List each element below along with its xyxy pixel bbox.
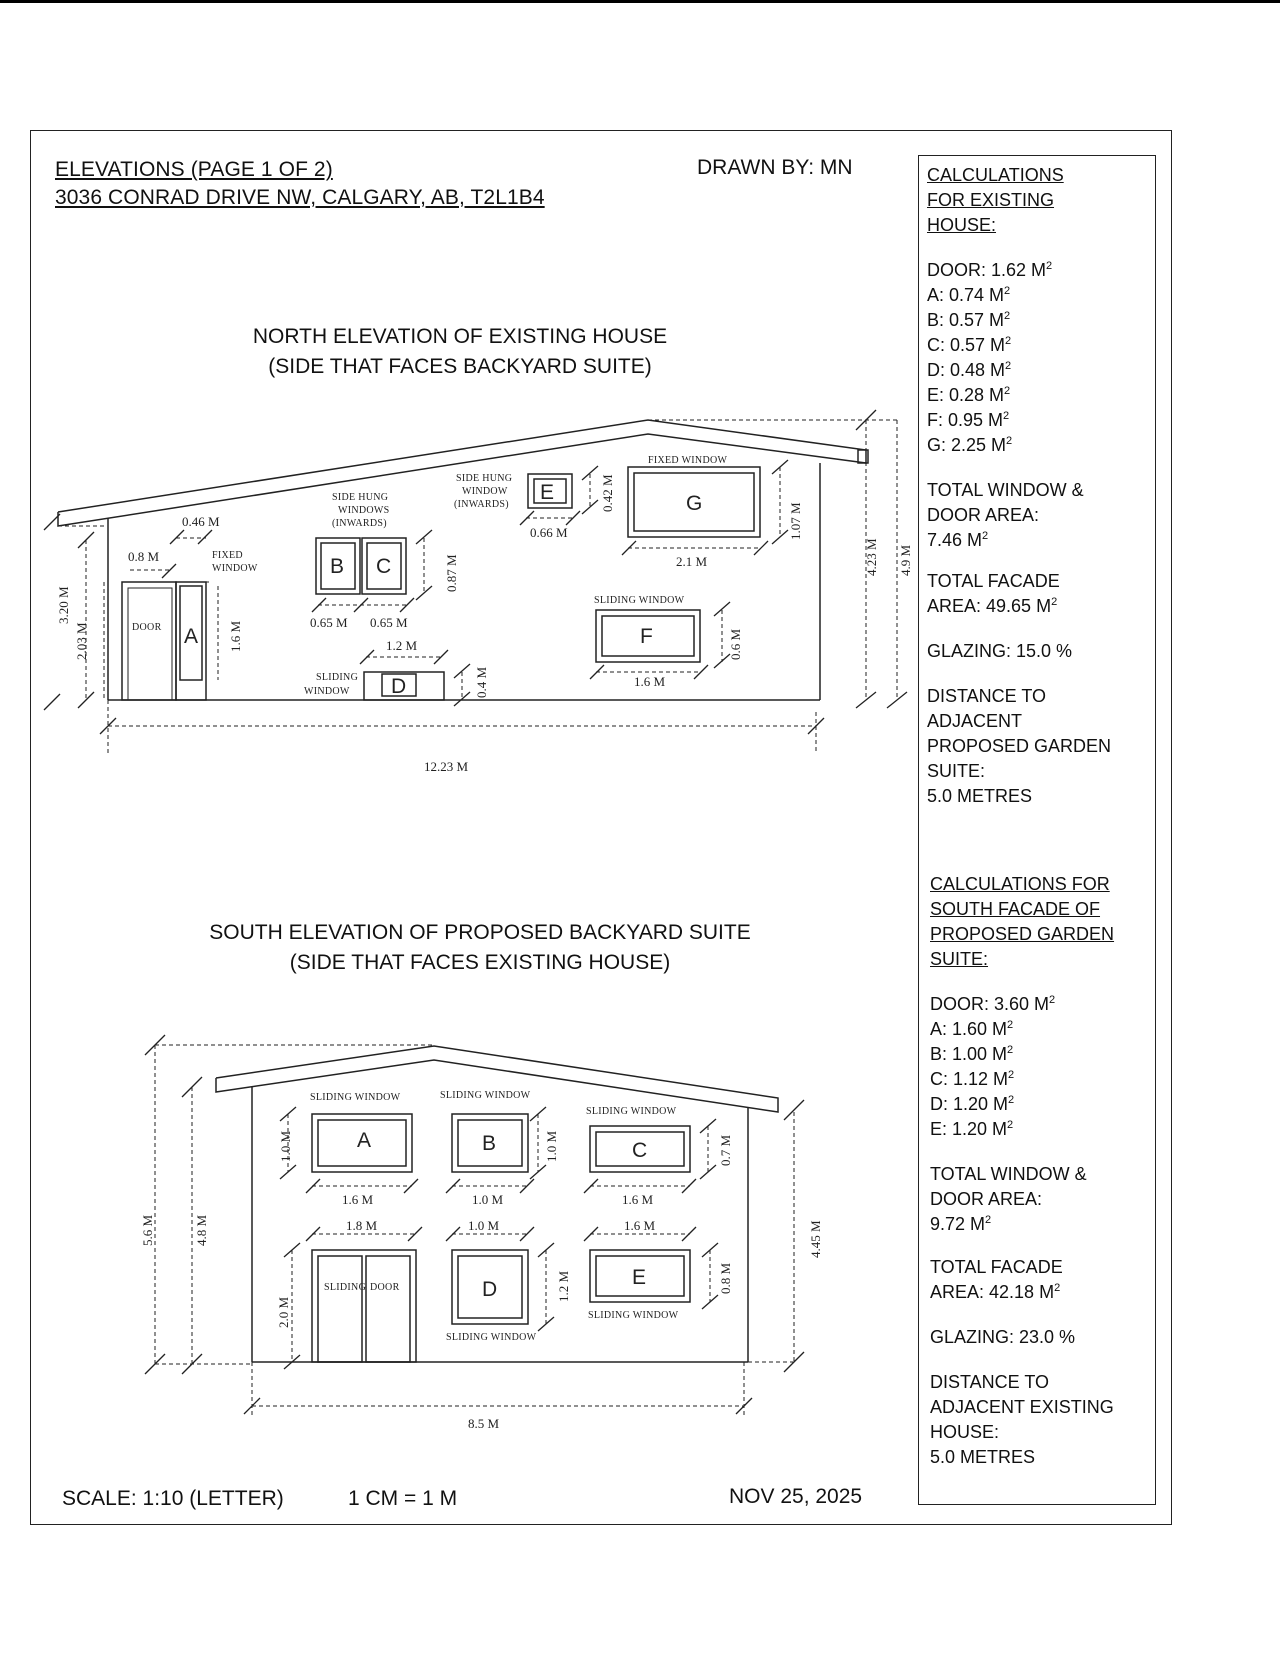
south-dim-16e: 1.6 M [624,1218,656,1233]
north-title-line1: NORTH ELEVATION OF EXISTING HOUSE [252,325,668,348]
south-sliding-door-label: SLIDING [324,1282,367,1293]
south-label-c: C [632,1139,648,1162]
south-title-line1: SOUTH ELEVATION OF PROPOSED BACKYARD SUITE [209,921,751,944]
calc-south-facade: TOTAL FACADE [930,1257,1063,1277]
north-label-f: F [640,625,653,648]
south-sliding-door-frame [312,1250,416,1362]
south-dim-56: 5.6 M [140,1214,155,1246]
south-sliding-door-left [318,1256,362,1362]
south-dim-08: 0.8 M [718,1262,733,1294]
south-sliding-a-label: SLIDING WINDOW [310,1092,401,1103]
north-dim-06: 0.6 M [728,628,743,660]
calc-south-total-window: DOOR AREA: [930,1189,1043,1209]
calc-south-c: C: 1.12 $M^2$ [930,1069,1015,1089]
calc-existing-distance-value: 5.0 METRES [927,786,1033,806]
north-dim-1223: 12.23 M [424,759,469,774]
south-sliding-e-label: SLIDING WINDOW [588,1310,679,1321]
north-title-line2: (SIDE THAT FACES BACKYARD SUITE) [268,355,652,378]
north-door-label: DOOR [132,622,162,633]
south-dim-10a: 1.0 M [278,1130,293,1162]
south-dim-10bv: 1.0 M [544,1130,559,1162]
north-dim-04: 0.4 M [474,666,489,698]
calc-existing-heading: CALCULATIONS [927,165,1064,185]
north-dim-065b: 0.65 M [370,615,408,630]
calc-south-door: DOOR: 3.60 $M^2$ [930,994,1056,1014]
south-roof [216,1046,778,1112]
north-dim-423: 4.23 M [864,538,879,576]
calc-existing-distance: ADJACENT [927,711,1023,731]
calc-existing-b: B: 0.57 $M^2$ [927,310,1011,330]
calc-south-glazing: GLAZING: 23.0 % [930,1327,1076,1347]
calc-south-b: B: 1.00 $M^2$ [930,1044,1014,1064]
south-dim-16c: 1.6 M [622,1192,654,1207]
north-label-c: C [376,555,392,578]
north-side-hung-e-label: (INWARDS) [454,499,509,510]
drawing-date: NOV 25, 2025 [729,1485,863,1508]
north-side-hung-e-label: SIDE HUNG [456,473,513,484]
south-dim-445: 4.45 M [808,1220,823,1258]
sheet-address: 3036 CONRAD DRIVE NW, CALGARY, AB, T2L1B4 [55,186,545,209]
calc-south-distance: DISTANCE TO [930,1372,1050,1392]
calc-south-heading: CALCULATIONS FOR [930,874,1110,894]
south-dim-48: 4.8 M [194,1214,209,1246]
south-sliding-door-right [366,1256,410,1362]
north-fixed-window-label: FIXED [212,550,243,561]
calc-south-heading: PROPOSED GARDEN [930,924,1115,944]
scale-label: SCALE: 1:10 (LETTER) [62,1487,284,1510]
south-dim-16a: 1.6 M [342,1192,374,1207]
north-door-inner [128,588,172,700]
north-fixed-g-label: FIXED WINDOW [648,455,728,466]
south-dim-18: 1.8 M [346,1218,378,1233]
south-sliding-d-label: SLIDING WINDOW [446,1332,537,1343]
north-dim-087: 0.87 M [444,554,459,592]
calc-south-a: A: 1.60 $M^2$ [930,1019,1014,1039]
calc-south-distance-value: 5.0 METRES [930,1447,1036,1467]
north-door [122,582,176,700]
calc-existing-a: A: 0.74 $M^2$ [927,285,1011,305]
north-dim-21: 2.1 M [676,554,708,569]
calc-existing-total-window: DOOR AREA: [927,505,1040,525]
calc-existing-glazing: GLAZING: 15.0 % [927,641,1073,661]
south-sliding-c-label: SLIDING WINDOW [586,1106,677,1117]
north-dimension-lines [58,420,897,754]
north-dim-16v: 1.6 M [228,620,243,652]
north-dim-066: 0.66 M [530,525,568,540]
calc-south-facade-value: AREA: 42.18 $M^2$ [930,1282,1061,1302]
south-label-e: E [632,1266,647,1289]
calc-existing-g: G: 2.25 $M^2$ [927,435,1013,455]
calc-south-d: D: 1.20 $M^2$ [930,1094,1015,1114]
north-side-hung-e-label: WINDOW [462,486,508,497]
north-label-g: G [686,492,703,515]
north-fixed-window-label: WINDOW [212,563,258,574]
calc-existing-distance: SUITE: [927,761,986,781]
north-dim-203: 2.03 M [74,622,89,660]
calc-existing-heading: HOUSE: [927,215,997,235]
calc-existing-total-window: TOTAL WINDOW & [927,480,1084,500]
north-side-hung-label: SIDE HUNG [332,492,389,503]
south-dim-10b: 1.0 M [472,1192,504,1207]
north-label-b: B [330,555,345,578]
north-dim-042: 0.42 M [600,474,615,512]
calc-south-distance: HOUSE: [930,1422,1000,1442]
calc-existing-distance: PROPOSED GARDEN [927,736,1112,756]
north-dim-046: 0.46 M [182,514,220,529]
north-dim-16h: 1.6 M [634,674,666,689]
calc-existing-heading: FOR EXISTING [927,190,1055,210]
south-title-line2: (SIDE THAT FACES EXISTING HOUSE) [289,951,671,974]
calc-south-e: E: 1.20 $M^2$ [930,1119,1014,1139]
calc-south-heading: SUITE: [930,949,989,969]
north-sliding-d-label: WINDOW [304,686,350,697]
north-sliding-d-label: SLIDING [316,672,359,683]
south-dim-85: 8.5 M [468,1416,500,1431]
north-dim-08: 0.8 M [128,549,160,564]
calc-existing-facade: TOTAL FACADE [927,571,1060,591]
calc-existing-facade-value: AREA: 49.65 $M^2$ [927,596,1058,616]
south-label-d: D [482,1278,498,1301]
calc-south-distance: ADJACENT EXISTING [930,1397,1114,1417]
south-dim-07: 0.7 M [718,1134,733,1166]
calc-existing-d: D: 0.48 $M^2$ [927,360,1012,380]
calc-existing-total-window-value: 7.46 $M^2$ [927,530,989,550]
calc-existing-c: C: 0.57 $M^2$ [927,335,1012,355]
north-labels [56,455,913,774]
cm-scale-label: 1 CM = 1 M [348,1487,458,1510]
north-dim-320: 3.20 M [56,586,71,624]
calc-south-heading: SOUTH FACADE OF [930,899,1101,919]
north-label-a: A [184,625,199,648]
calc-existing-f: F: 0.95 $M^2$ [927,410,1010,430]
calc-existing-e: E: 0.28 $M^2$ [927,385,1011,405]
calc-south-total-window-value: 9.72 $M^2$ [930,1214,992,1234]
south-labels [140,1090,823,1431]
north-dim-065a: 0.65 M [310,615,348,630]
south-dim-12: 1.2 M [556,1270,571,1302]
north-dim-107: 1.07 M [788,502,803,540]
south-dim-10d: 1.0 M [468,1218,500,1233]
north-dim-49: 4.9 M [898,544,913,576]
south-label-b: B [482,1132,497,1155]
calc-south-total-window: TOTAL WINDOW & [930,1164,1087,1184]
north-dim-12: 1.2 M [386,638,418,653]
north-label-e: E [540,481,555,504]
north-side-hung-label: WINDOWS [338,505,390,516]
calc-existing-distance: DISTANCE TO [927,686,1047,706]
south-sliding-door-label: DOOR [370,1282,400,1293]
south-sliding-b-label: SLIDING WINDOW [440,1090,531,1101]
north-sliding-f-label: SLIDING WINDOW [594,595,685,606]
calc-existing-door: DOOR: 1.62 $M^2$ [927,260,1053,280]
drawn-by: DRAWN BY: MN [697,156,853,179]
north-side-hung-label: (INWARDS) [332,518,387,529]
north-label-d: D [391,675,407,698]
sheet-title: ELEVATIONS (PAGE 1 OF 2) [55,158,333,181]
south-label-a: A [357,1129,372,1152]
south-dim-20: 2.0 M [276,1296,291,1328]
